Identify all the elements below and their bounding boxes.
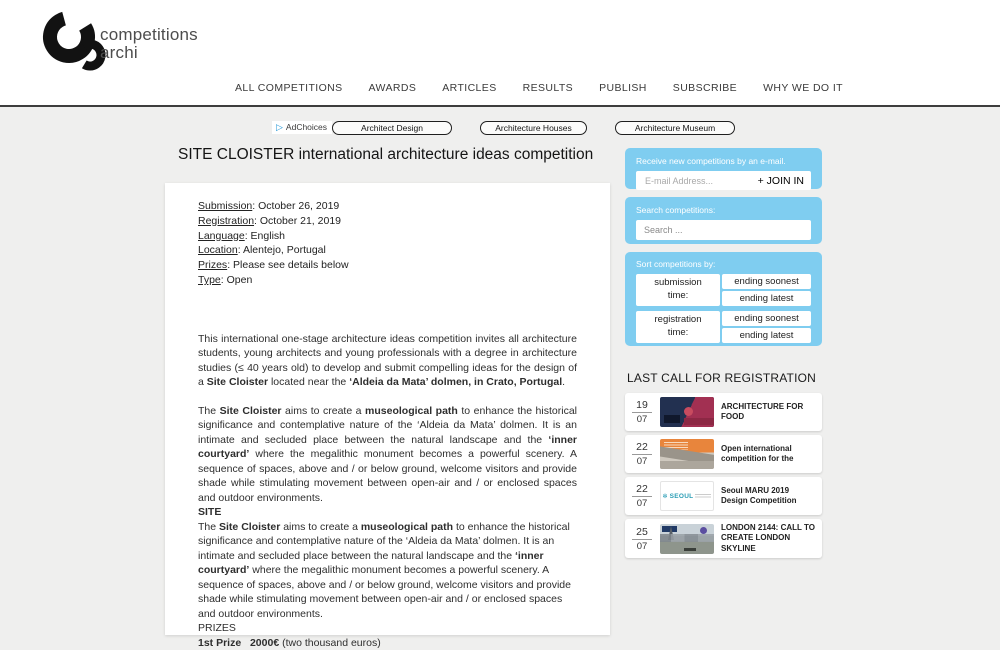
sort-box — [625, 252, 822, 346]
text-segment: museological path — [365, 404, 458, 417]
text-segment: The — [198, 520, 220, 533]
thumb-accent — [695, 494, 711, 499]
text-segment: (two thousand euros) — [279, 636, 381, 649]
paragraph — [198, 404, 577, 506]
search-input[interactable] — [636, 220, 811, 240]
section-heading: PRIZES — [198, 622, 236, 635]
ad-pill[interactable]: Architect Design — [332, 121, 452, 135]
text-segment: Site Cloister — [219, 520, 281, 533]
item-title: Open international competition for the — [721, 443, 794, 463]
text-segment: to enhance the historical significance and contemplative nature of the ‘Aldeia da Mata’ dolmen. It is an intimate and secluded place between the natural landscape and the — [198, 404, 577, 446]
sort-group-label — [636, 311, 720, 343]
site-header — [0, 0, 1000, 107]
detail-value: : October 21, 2019 — [254, 214, 342, 227]
text-segment: The — [198, 404, 220, 417]
search-box — [625, 197, 822, 244]
sort-label-line: time: — [667, 290, 689, 301]
text-segment: Site Cloister — [219, 404, 282, 417]
text-segment: 2000€ — [249, 636, 280, 649]
detail-row — [198, 258, 577, 273]
item-title: ARCHITECTURE FOR FOOD — [721, 401, 804, 421]
text-segment: This international one-stage architecture ideas competition invites all architecture students, young architects and young professionals with a degree in architecture studies (≤ 40 years old) to develop and submit compelling ideas for the design of a — [198, 332, 577, 389]
email-input[interactable] — [643, 175, 742, 187]
detail-row — [198, 214, 577, 229]
detail-label: Type — [198, 273, 221, 286]
seoul-logo-text: SEOUL — [669, 492, 694, 500]
thumb-accent — [664, 415, 680, 423]
sort-option-button[interactable]: ending latest — [722, 328, 811, 343]
detail-value: : October 26, 2019 — [252, 200, 340, 212]
detail-row — [198, 199, 577, 214]
thumb-accent — [700, 527, 707, 534]
thumb-accent — [684, 418, 714, 425]
text-segment — [241, 637, 250, 649]
item-date — [632, 399, 652, 425]
subscribe-heading: Receive new competitions by an e-mail. — [636, 156, 786, 166]
text-segment: located near the — [268, 376, 350, 389]
site-logo[interactable] — [40, 8, 198, 79]
last-call-item[interactable] — [625, 477, 822, 515]
competition-thumbnail — [660, 481, 714, 511]
email-subscribe-box — [625, 148, 822, 189]
detail-value: : Open — [220, 273, 253, 286]
detail-label: Submission — [198, 200, 253, 212]
thumb-accent — [660, 461, 714, 469]
text-segment: Site Cloister — [206, 376, 269, 389]
item-date — [632, 483, 652, 509]
thumb-accent — [660, 534, 714, 542]
text-segment: ‘Aldeia da Mata’ dolmen, in Crato, Portugal — [349, 376, 563, 389]
text-segment: where the megalithic monument becomes a powerful scenery. A sequence of spaces, above and / or below ground, welcome visitors and provide shade while stimulating movement between open-air and / or enclosed spaces and outdoor environments. — [198, 448, 577, 504]
main-nav — [235, 82, 843, 94]
detail-label: Prizes — [198, 259, 228, 272]
logo-text — [100, 26, 198, 62]
nav-item[interactable]: WHY WE DO IT — [763, 82, 843, 94]
detail-label: Registration — [198, 214, 255, 227]
last-call-heading: LAST CALL FOR REGISTRATION — [627, 371, 817, 385]
nav-item[interactable]: AWARDS — [368, 82, 417, 94]
competition-thumbnail — [660, 524, 714, 554]
sort-group-label — [636, 274, 720, 306]
nav-item[interactable]: PUBLISH — [599, 82, 647, 94]
detail-label: Location — [198, 244, 238, 257]
detail-row — [198, 229, 577, 244]
item-month: 07 — [636, 498, 648, 509]
last-call-item[interactable] — [625, 519, 822, 558]
detail-value: : Alentejo, Portugal — [237, 244, 326, 257]
detail-label: Language — [198, 229, 245, 242]
seoul-logo-icon: ✻ — [662, 493, 668, 500]
paragraph — [198, 520, 577, 622]
detail-value: : Please see details below — [227, 259, 349, 272]
sort-option-button[interactable]: ending soonest — [722, 274, 811, 289]
adchoices-badge[interactable] — [272, 121, 332, 134]
item-month: 07 — [636, 456, 648, 467]
sort-label-line: time: — [667, 327, 689, 338]
last-call-item[interactable] — [625, 393, 822, 431]
thumb-accent — [684, 407, 693, 416]
detail-row — [198, 273, 577, 288]
last-call-list — [625, 393, 822, 562]
ad-pill[interactable]: Architecture Museum — [615, 121, 735, 135]
join-in-button[interactable]: + JOIN IN — [757, 174, 804, 187]
adchoices-icon: ▷ — [276, 121, 283, 132]
item-month: 07 — [636, 414, 648, 425]
page-title: SITE CLOISTER international architecture ideas competition — [178, 146, 594, 163]
logo-mark-icon — [40, 8, 106, 79]
item-month: 07 — [636, 540, 648, 552]
sort-heading: Sort competitions by: — [636, 259, 716, 269]
item-title: Seoul MARU 2019 Design Competition — [721, 485, 797, 505]
item-day: 22 — [632, 483, 652, 497]
paragraph — [198, 636, 577, 650]
section-heading: SITE — [198, 506, 222, 519]
sort-label-line: submission — [654, 277, 702, 289]
competition-thumbnail — [660, 439, 714, 469]
text-segment: ‘inner courtyard’ — [198, 433, 577, 461]
item-date — [632, 526, 652, 552]
search-heading: Search competitions: — [636, 205, 716, 215]
text-segment: 1st Prize — [198, 636, 242, 649]
sort-label-line: registration — [654, 314, 702, 326]
thumb-accent — [684, 548, 696, 551]
last-call-item[interactable] — [625, 435, 822, 473]
nav-item[interactable]: ARTICLES — [442, 82, 497, 94]
ad-pill[interactable]: Architecture Houses — [480, 121, 587, 135]
article-card — [165, 183, 610, 649]
adchoices-label: AdChoices — [285, 122, 328, 132]
logo-line-1: competitions — [100, 24, 198, 44]
article-body — [198, 332, 577, 650]
sort-options — [722, 311, 811, 343]
sort-group — [636, 311, 811, 343]
item-day: 22 — [632, 441, 652, 455]
nav-item[interactable]: SUBSCRIBE — [672, 82, 738, 94]
detail-value: : English — [244, 229, 285, 242]
subscribe-row — [636, 171, 811, 190]
competition-details — [198, 199, 577, 288]
sort-options — [722, 274, 811, 306]
competition-thumbnail — [660, 397, 714, 427]
logo-line-2: archi — [100, 42, 138, 62]
paragraph — [198, 332, 577, 390]
item-date — [632, 441, 652, 467]
sort-group — [636, 274, 811, 306]
text-segment: ‘inner courtyard’ — [198, 549, 544, 577]
text-segment: aims to create a — [281, 404, 366, 417]
text-segment: aims to create a — [280, 520, 361, 533]
detail-row — [198, 243, 577, 258]
text-segment: to enhance the historical significance and contemplative nature of the ‘Aldeia da Mata’ dolmen. It is an intimate and secluded place between the natural landscape and the — [198, 520, 570, 562]
nav-item[interactable]: RESULTS — [522, 82, 574, 94]
nav-item[interactable]: ALL COMPETITIONS — [235, 82, 343, 94]
sort-option-button[interactable]: ending latest — [722, 291, 811, 306]
text-segment: . — [562, 376, 566, 389]
text-segment: where the megalithic monument becomes a powerful scenery. A sequence of spaces, above and / or below ground, welcome visitors and provide shade while stimulating movement between open-air and / or enclosed spaces and outdoor environments. — [198, 564, 571, 620]
sort-groups — [636, 274, 811, 343]
sort-option-button[interactable]: ending soonest — [722, 311, 811, 326]
item-title: LONDON 2144: CALL TO CREATE LONDON SKYLINE — [721, 523, 815, 553]
text-segment: museological path — [360, 520, 454, 533]
item-day: 25 — [632, 526, 652, 540]
item-day: 19 — [632, 399, 652, 413]
